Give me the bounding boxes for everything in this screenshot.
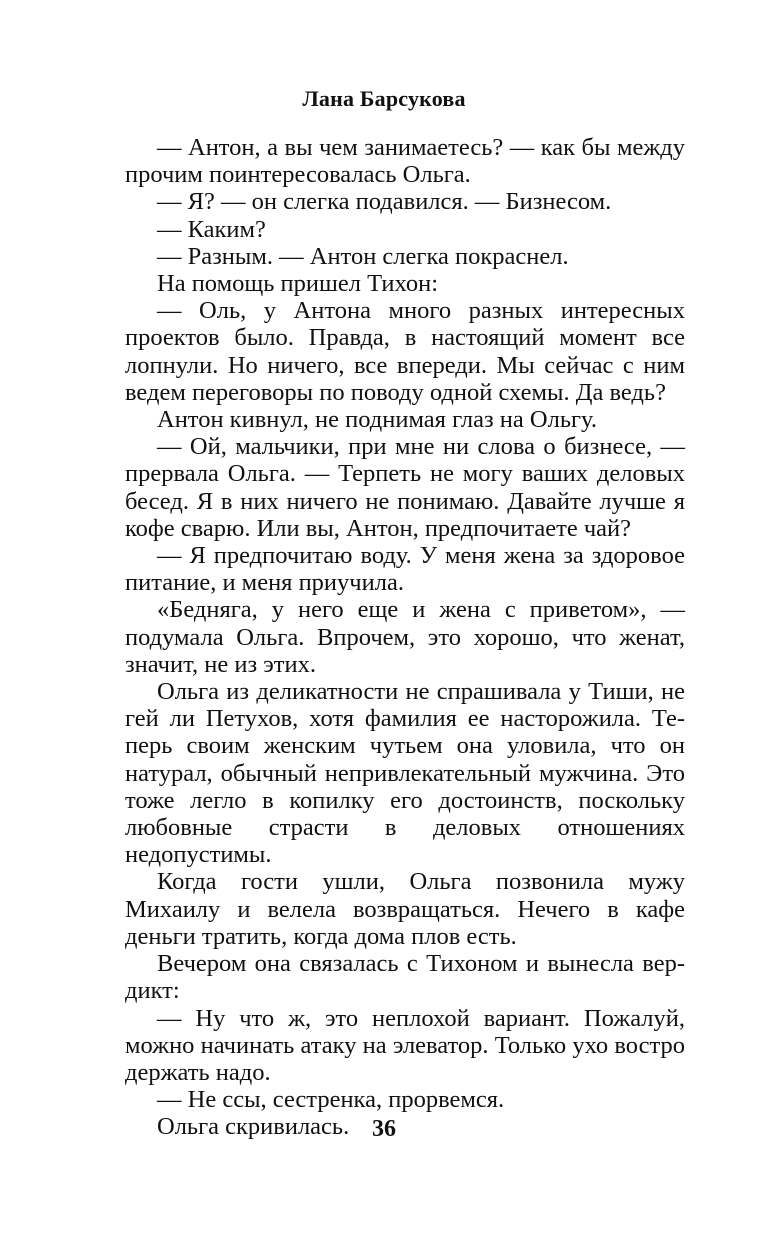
paragraph: — Я предпочитаю воду. У меня жена за здоровое питание, и меня приучила.: [125, 542, 685, 597]
paragraph: — Ну что ж, это неплохой вариант. Пожалуй, можно начинать атаку на элеватор. Только ухо востро держать надо.: [125, 1004, 685, 1086]
paragraph: — Разным. — Антон слегка покраснел.: [157, 242, 569, 270]
body-text: [125, 134, 685, 1141]
paragraph: — Оль, у Антона много разных интересных проектов было. Правда, в настоящий момент все лопнули. Но ничего, все впереди. Мы сейчас с ним ведем переговоры по поводу одной схемы. Да ведь?: [125, 297, 685, 406]
paragraph: Когда гости ушли, Ольга позвонила мужу Михаилу и велела возвращаться. Нечего в кафе деньги тратить, когда дома плов есть.: [125, 868, 685, 950]
paragraph: «Бедняга, у него еще и жена с приветом», — подумала Ольга. Впрочем, это хорошо, что женат, значит, не из этих.: [125, 596, 685, 678]
paragraph: — Каким?: [157, 215, 266, 243]
paragraph: — Я? — он слегка подавился. — Бизнесом.: [157, 188, 612, 216]
paragraph: — Антон, а вы чем занимаетесь? — как бы между прочим поинтересовалась Ольга.: [125, 134, 685, 189]
running-head-author: Лана Барсукова: [302, 86, 466, 111]
paragraph: Ольга скривилась.: [157, 1113, 350, 1141]
paragraph: На помощь пришел Тихон:: [157, 270, 439, 298]
paragraph: — Ой, мальчики, при мне ни слова о бизнесе, — прервала Ольга. — Терпеть не могу ваших деловых бесед. Я в них ничего не понимаю. Давайте лучше я кофе сварю. Или вы, Антон, предпочитаете чай?: [125, 433, 685, 542]
paragraph: — Не ссы, сестренка, прорвемся.: [157, 1086, 505, 1114]
page-number: 36: [372, 1116, 396, 1142]
paragraph: Антон кивнул, не поднимая глаз на Ольгу.: [157, 406, 597, 434]
paragraph: Ольга из деликатности не спрашивала у Тиши, не гей ли Петухов, хотя фамилия ее насторожила. Теперь своим женским чутьем она уловила, что он натурал, обычный непривлекательный мужчина. Это тоже легло в копилку его достоинств, поскольку любовные страсти в деловых отношениях недопустимы.: [125, 678, 685, 869]
paragraph: Вечером она связалась с Тихоном и вынесла вердикт:: [125, 950, 685, 1005]
